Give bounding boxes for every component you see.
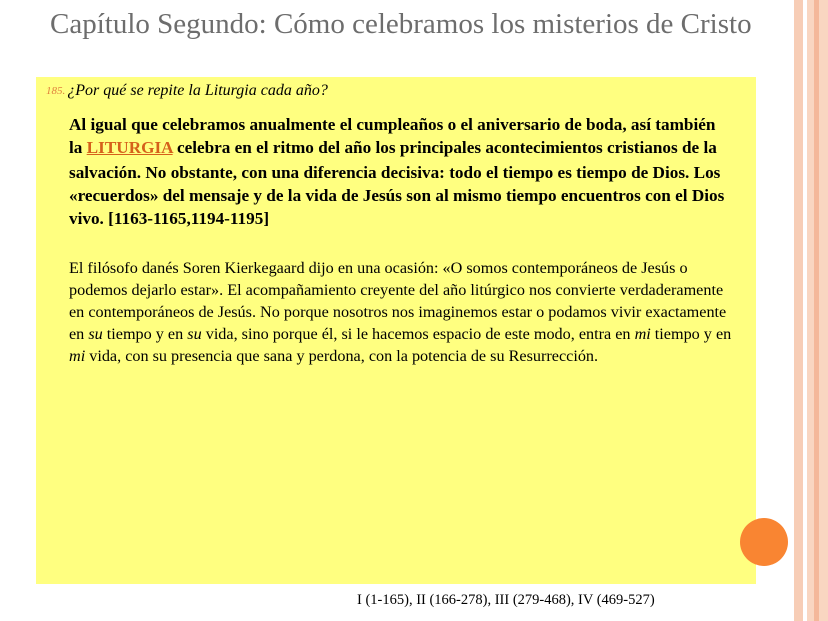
para-text: tiempo y en <box>102 325 188 343</box>
para-text: vida, sino porque él, si le hacemos espacio de este modo, entra en <box>201 325 635 343</box>
para-text: tiempo y en <box>650 325 732 343</box>
question-line <box>46 82 328 100</box>
answer-part: Al igual que celebramos anualmente el cumpleaños o el aniversario de boda, así también la <box>69 115 716 157</box>
footer-index: I (1-165), II (166-278), III (279-468), IV (469-527) <box>357 592 655 608</box>
question-text: ¿Por qué se repite la Liturgia cada año? <box>67 82 328 99</box>
answer-text <box>69 113 729 230</box>
emphasis: su <box>187 325 202 343</box>
emphasis: mi <box>69 347 86 365</box>
para-text: El filósofo danés Soren Kierkegaard dijo en una ocasión: «O somos contemporáneos de Jesús o podemos dejarlo estar». El acompañamiento creyente del año litúrgico nos convierte verdaderamente en contemporáneos de Jesús. No porque nosotros nos imaginemos estar o podamos vivir exactamente en <box>69 259 727 343</box>
para-text: vida, con su presencia que sana y perdona, con la potencia de su Resurrección. <box>85 347 599 365</box>
emphasis: mi <box>634 325 651 343</box>
slide-title: Capítulo Segundo: Cómo celebramos los misterios de Cristo <box>50 8 752 40</box>
question-number: 185. <box>46 85 66 97</box>
commentary-paragraph <box>69 257 734 367</box>
decorative-stripe <box>794 0 803 621</box>
emphasis: su <box>88 325 103 343</box>
answer-part: celebra en el ritmo del año los principales acontecimientos cristianos de la salvación. No obstante, con una diferencia decisiva: todo el tiempo es tiempo de Dios. Los «recuerdos» del mensaje y de la vida de Jesús son al mismo tiempo encuentros con el Dios vivo. [1163-1165,1194-1195] <box>69 138 725 228</box>
decorative-stripe <box>814 0 819 621</box>
liturgia-link[interactable]: LITURGIA <box>86 138 173 157</box>
accent-circle <box>740 518 788 566</box>
content-panel <box>36 77 756 584</box>
